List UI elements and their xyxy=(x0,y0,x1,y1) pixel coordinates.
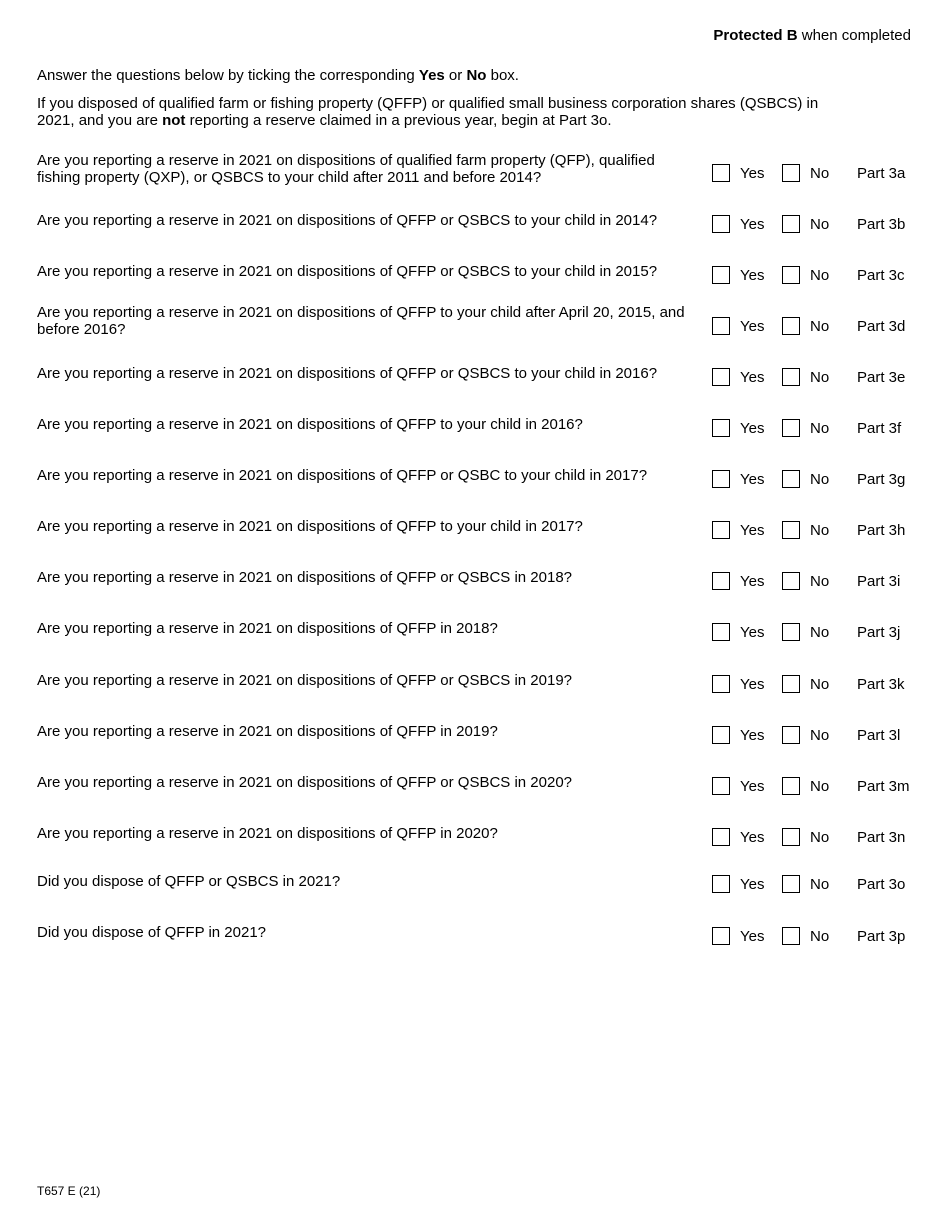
instruction-disposed-end: reporting a reserve claimed in a previous year, begin at Part 3o. xyxy=(185,112,612,129)
no-checkbox[interactable] xyxy=(782,828,800,846)
instruction-disposed-text: If you disposed of qualified farm or fishing property (QFFP) or qualified small business corporation shares (QSBCS) in 2021, and you are xyxy=(37,95,819,129)
yes-checkbox[interactable] xyxy=(712,419,730,437)
no-label: No xyxy=(810,420,830,437)
instruction-tick xyxy=(37,67,519,84)
question-row xyxy=(0,304,950,344)
yes-checkbox[interactable] xyxy=(712,164,730,182)
no-checkbox[interactable] xyxy=(782,623,800,641)
question-text: Are you reporting a reserve in 2021 on dispositions of QFFP or QSBCS to your child in 2014? xyxy=(37,212,658,229)
yes-checkbox[interactable] xyxy=(712,317,730,335)
yes-label: Yes xyxy=(740,727,765,744)
no-label: No xyxy=(810,216,830,233)
question-row xyxy=(0,152,950,192)
instruction-or: or xyxy=(444,67,467,84)
yes-label: Yes xyxy=(740,318,765,335)
question-text: Are you reporting a reserve in 2021 on dispositions of QFFP or QSBCS in 2019? xyxy=(37,672,573,689)
question-text: Did you dispose of QFFP in 2021? xyxy=(37,924,267,941)
yes-label: Yes xyxy=(740,573,765,590)
yes-checkbox[interactable] xyxy=(712,726,730,744)
question-row xyxy=(0,467,950,507)
question-text: Are you reporting a reserve in 2021 on dispositions of QFFP or QSBCS in 2020? xyxy=(37,774,573,791)
no-checkbox[interactable] xyxy=(782,317,800,335)
no-label: No xyxy=(810,778,830,795)
instruction-text: Answer the questions below by ticking the corresponding xyxy=(37,67,419,84)
part-reference: Part 3b xyxy=(857,216,906,233)
part-reference: Part 3a xyxy=(857,165,906,182)
no-label: No xyxy=(810,624,830,641)
yes-checkbox[interactable] xyxy=(712,368,730,386)
instruction-end: box. xyxy=(486,67,519,84)
yes-checkbox[interactable] xyxy=(712,266,730,284)
no-checkbox[interactable] xyxy=(782,927,800,945)
yes-checkbox[interactable] xyxy=(712,927,730,945)
yes-label: Yes xyxy=(740,267,765,284)
question-text: Did you dispose of QFFP or QSBCS in 2021? xyxy=(37,873,341,890)
yes-label: Yes xyxy=(740,216,765,233)
part-reference: Part 3n xyxy=(857,829,906,846)
question-row xyxy=(0,723,950,763)
part-reference: Part 3k xyxy=(857,676,905,693)
question-text: Are you reporting a reserve in 2021 on dispositions of QFFP in 2020? xyxy=(37,825,498,842)
part-reference: Part 3f xyxy=(857,420,902,437)
no-label: No xyxy=(810,471,830,488)
yes-label: Yes xyxy=(740,676,765,693)
part-reference: Part 3m xyxy=(857,778,910,795)
no-checkbox[interactable] xyxy=(782,875,800,893)
yes-label: Yes xyxy=(740,165,765,182)
yes-label: Yes xyxy=(740,522,765,539)
yes-checkbox[interactable] xyxy=(712,777,730,795)
question-text: Are you reporting a reserve in 2021 on dispositions of QFFP or QSBC to your child in 2017? xyxy=(37,467,648,484)
no-label: No xyxy=(810,369,830,386)
no-checkbox[interactable] xyxy=(782,777,800,795)
form-identifier: T657 E (21) xyxy=(37,1184,101,1198)
yes-checkbox[interactable] xyxy=(712,572,730,590)
yes-checkbox[interactable] xyxy=(712,521,730,539)
yes-label: Yes xyxy=(740,624,765,641)
question-row xyxy=(0,212,950,252)
question-row xyxy=(0,924,950,964)
question-text: Are you reporting a reserve in 2021 on dispositions of qualified farm property (QFP), qualified fishing property (QXP), or QSBCS to your child after 2011 and before 2014? xyxy=(37,152,655,186)
no-label: No xyxy=(810,727,830,744)
yes-label: Yes xyxy=(740,471,765,488)
question-text: Are you reporting a reserve in 2021 on dispositions of QFFP to your child in 2017? xyxy=(37,518,583,535)
part-reference: Part 3l xyxy=(857,727,901,744)
instruction-disposed xyxy=(37,95,857,129)
yes-checkbox[interactable] xyxy=(712,828,730,846)
no-checkbox[interactable] xyxy=(782,726,800,744)
part-reference: Part 3j xyxy=(857,624,901,641)
no-label: No xyxy=(810,573,830,590)
question-text: Are you reporting a reserve in 2021 on dispositions of QFFP in 2018? xyxy=(37,620,498,637)
protected-suffix: when completed xyxy=(797,27,911,44)
yes-label: Yes xyxy=(740,778,765,795)
instruction-yes: Yes xyxy=(418,67,445,84)
protected-status xyxy=(713,27,911,44)
question-text: Are you reporting a reserve in 2021 on dispositions of QFFP or QSBCS to your child in 2015? xyxy=(37,263,658,280)
no-label: No xyxy=(810,928,830,945)
no-label: No xyxy=(810,267,830,284)
yes-checkbox[interactable] xyxy=(712,623,730,641)
part-reference: Part 3c xyxy=(857,267,905,284)
no-label: No xyxy=(810,676,830,693)
question-row xyxy=(0,263,950,303)
question-row xyxy=(0,416,950,456)
no-label: No xyxy=(810,318,830,335)
question-text: Are you reporting a reserve in 2021 on dispositions of QFFP to your child in 2016? xyxy=(37,416,583,433)
question-text: Are you reporting a reserve in 2021 on dispositions of QFFP or QSBCS in 2018? xyxy=(37,569,573,586)
question-text: Are you reporting a reserve in 2021 on dispositions of QFFP or QSBCS to your child in 2016? xyxy=(37,365,658,382)
no-checkbox[interactable] xyxy=(782,164,800,182)
no-checkbox[interactable] xyxy=(782,572,800,590)
part-reference: Part 3g xyxy=(857,471,906,488)
no-label: No xyxy=(810,165,830,182)
protected-level: Protected B xyxy=(713,27,798,44)
question-text: Are you reporting a reserve in 2021 on dispositions of QFFP to your child after April 20, 2015, and before 2016? xyxy=(37,304,685,338)
yes-checkbox[interactable] xyxy=(712,875,730,893)
question-row xyxy=(0,365,950,405)
question-row xyxy=(0,620,950,660)
yes-label: Yes xyxy=(740,876,765,893)
part-reference: Part 3p xyxy=(857,928,906,945)
part-reference: Part 3i xyxy=(857,573,901,590)
yes-label: Yes xyxy=(740,420,765,437)
no-checkbox[interactable] xyxy=(782,215,800,233)
no-checkbox[interactable] xyxy=(782,266,800,284)
yes-label: Yes xyxy=(740,928,765,945)
no-label: No xyxy=(810,522,830,539)
no-label: No xyxy=(810,876,830,893)
question-text: Are you reporting a reserve in 2021 on dispositions of QFFP in 2019? xyxy=(37,723,498,740)
question-row xyxy=(0,569,950,609)
part-reference: Part 3o xyxy=(857,876,906,893)
no-checkbox[interactable] xyxy=(782,521,800,539)
part-reference: Part 3e xyxy=(857,369,906,386)
question-row xyxy=(0,825,950,865)
no-checkbox[interactable] xyxy=(782,419,800,437)
question-row xyxy=(0,774,950,814)
yes-checkbox[interactable] xyxy=(712,215,730,233)
question-row xyxy=(0,518,950,558)
part-reference: Part 3h xyxy=(857,522,906,539)
no-label: No xyxy=(810,829,830,846)
question-row xyxy=(0,672,950,712)
question-row xyxy=(0,873,950,913)
no-checkbox[interactable] xyxy=(782,368,800,386)
no-checkbox[interactable] xyxy=(782,675,800,693)
instruction-no: No xyxy=(466,67,487,84)
instruction-not: not xyxy=(162,112,186,129)
yes-label: Yes xyxy=(740,369,765,386)
yes-checkbox[interactable] xyxy=(712,675,730,693)
yes-label: Yes xyxy=(740,829,765,846)
no-checkbox[interactable] xyxy=(782,470,800,488)
yes-checkbox[interactable] xyxy=(712,470,730,488)
part-reference: Part 3d xyxy=(857,318,906,335)
